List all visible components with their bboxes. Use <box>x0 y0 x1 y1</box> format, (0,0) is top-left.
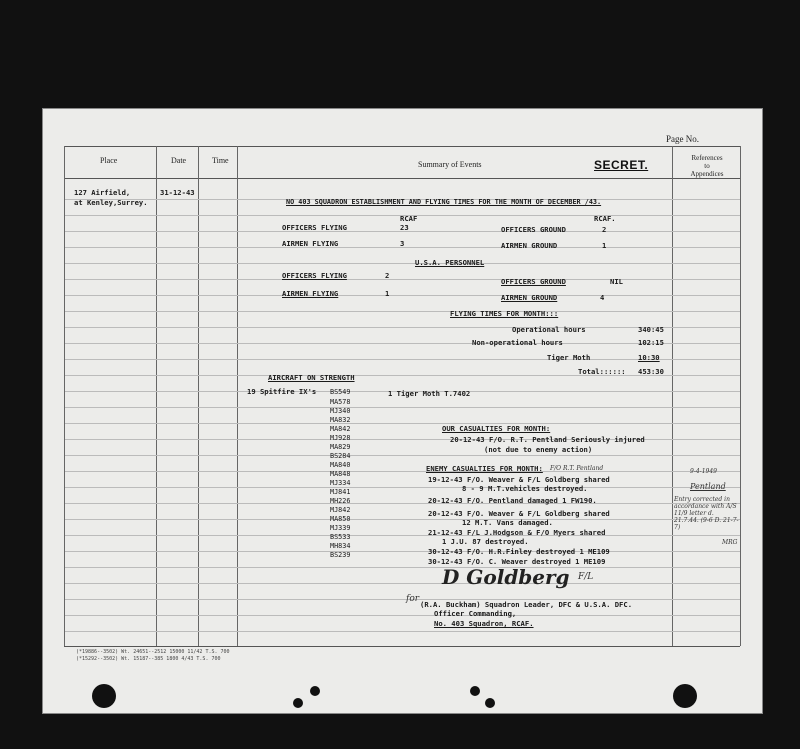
serial-item: MJ928 <box>330 434 351 442</box>
tiger-moth-hours-value: 10:30 <box>638 353 660 362</box>
punch-hole <box>92 684 116 708</box>
rcaf-officers-flying-value: 23 <box>400 223 409 232</box>
punch-hole <box>485 698 495 708</box>
usa-heading: U.S.A. PERSONNEL <box>415 258 485 267</box>
ruled-line <box>65 471 740 472</box>
ruled-line <box>65 295 740 296</box>
serial-item: MJ340 <box>330 407 351 415</box>
serial-item: MJ334 <box>330 479 351 487</box>
casualties-heading: OUR CASUALTIES FOR MONTH: <box>442 424 551 433</box>
tiger-moth-hours-label: Tiger Moth <box>547 353 591 362</box>
op-hours-label: Operational hours <box>512 325 586 334</box>
usa-officers-ground-value: NIL <box>610 277 623 286</box>
rcaf-heading-right: RCAF. <box>594 214 616 223</box>
rcaf-airmen-ground-label: AIRMEN GROUND <box>501 241 558 250</box>
aircraft-line: 19 Spitfire IX's <box>247 387 317 396</box>
rcaf-airmen-ground-value: 1 <box>602 241 607 250</box>
ruled-line <box>65 535 740 536</box>
entry-date: 31-12-43 <box>160 188 195 197</box>
serial-item: MJ841 <box>330 488 351 496</box>
secret-stamp: SECRET. <box>594 158 649 172</box>
col-rule-place <box>156 146 157 646</box>
header-bottom-rule <box>64 178 740 179</box>
serial-item: MJ842 <box>330 506 351 514</box>
enemy-line: 21-12-43 F/L J.Hodgson & F/O Myers shared <box>428 528 606 537</box>
ruled-line <box>65 423 740 424</box>
margin-note-body: Entry corrected in accordance with A/S 11/9 letter d. 21.7.44. (9-6 D. 21-7-7) <box>674 496 739 531</box>
enemy-insertion: F/O R.T. Pentland <box>550 465 604 472</box>
aircraft-heading: AIRCRAFT ON STRENGTH <box>268 373 355 382</box>
usa-officers-ground-label: OFFICERS GROUND <box>501 277 566 286</box>
ruled-line <box>65 519 740 520</box>
serial-item: MA578 <box>330 398 351 406</box>
rcaf-airmen-flying-value: 3 <box>400 239 405 248</box>
rcaf-airmen-flying-label: AIRMEN FLYING <box>282 239 339 248</box>
total-hours-label: Total:::::: <box>578 367 626 376</box>
footer-line-2: (*15292--3502) Wt. 15187--385 1800 4/43 T.S. 700 <box>76 656 221 662</box>
enemy-line: 20-12-43 F/O. Weaver & F/L Goldberg shared <box>428 509 610 518</box>
op-hours-value: 340:45 <box>638 325 664 334</box>
place-line-1: 127 Airfield, <box>74 188 131 197</box>
ruled-line <box>65 279 740 280</box>
margin-note-initials: MRG <box>722 539 738 546</box>
serial-item: MA848 <box>330 470 351 478</box>
serial-item: BS239 <box>330 551 351 559</box>
nonop-hours-label: Non-operational hours <box>472 338 563 347</box>
serial-item: BS549 <box>330 388 351 396</box>
usa-airmen-ground-label: AIRMEN GROUND <box>501 293 558 302</box>
col-rule-date <box>198 146 199 646</box>
enemy-line: 30-12-43 F/O. C. Weaver destroyed 1 ME109 <box>428 557 606 566</box>
col-references-header: References to Appendices <box>690 154 724 178</box>
serial-item: MA850 <box>330 515 351 523</box>
header-top-rule <box>64 146 740 147</box>
signature-line-1: (R.A. Buckham) Squadron Leader, DFC & U.S.A. DFC. <box>420 600 633 609</box>
usa-officers-flying-value: 2 <box>385 271 390 280</box>
ruled-line <box>65 631 740 632</box>
page-no-label: Page No. <box>666 134 699 144</box>
rcaf-heading-left: RCAF <box>400 214 418 223</box>
col-rule-time <box>237 146 238 646</box>
serial-item: MH834 <box>330 542 351 550</box>
punch-hole <box>470 686 480 696</box>
rcaf-officers-flying-label: OFFICERS FLYING <box>282 223 347 232</box>
ruled-line <box>65 583 740 584</box>
enemy-line: 30-12-43 F/O. H.R.Finley destroyed 1 ME109 <box>428 547 610 556</box>
serial-item: MH226 <box>330 497 351 505</box>
form-sheet <box>42 108 763 714</box>
bottom-rule <box>64 646 740 647</box>
ruled-line <box>65 263 740 264</box>
margin-note-top: 9-4-1949 <box>690 468 717 475</box>
ruled-line <box>65 567 740 568</box>
usa-airmen-flying-value: 1 <box>385 289 390 298</box>
document-title: NO 403 SQUADRON ESTABLISHMENT AND FLYING TIMES FOR THE MONTH OF DECEMBER /43. <box>286 198 602 206</box>
margin-note-name: Pentland <box>690 482 726 491</box>
col-time-header: Time <box>212 156 229 165</box>
serial-item: MA832 <box>330 416 351 424</box>
enemy-heading: ENEMY CASUALTIES FOR MONTH: <box>426 464 543 473</box>
ruled-line <box>65 455 740 456</box>
signature-handwritten: D Goldberg <box>442 565 570 589</box>
flying-times-heading: FLYING TIMES FOR MONTH::: <box>450 309 559 318</box>
serial-item: MA842 <box>330 425 351 433</box>
total-hours-value: 453:30 <box>638 367 664 376</box>
serial-item: BS284 <box>330 452 351 460</box>
place-line-2: at Kenley,Surrey. <box>74 198 148 207</box>
casualties-line-1: 20-12-43 F/O. R.T. Pentland Seriously injured <box>450 435 645 444</box>
enemy-line: 19-12-43 F/O. Weaver & F/L Goldberg shared <box>428 475 610 484</box>
ruled-line <box>65 487 740 488</box>
punch-hole <box>293 698 303 708</box>
enemy-line: 8 - 9 M.T.vehicles destroyed. <box>462 484 588 493</box>
col-summary-header: Summary of Events <box>418 160 482 169</box>
punch-hole <box>310 686 320 696</box>
footer-line-1: (*19886--3502) Wt. 24651--2512 15000 11/42 T.S. 700 <box>76 649 230 655</box>
nonop-hours-value: 102:15 <box>638 338 664 347</box>
signature-prefix: for <box>406 594 420 604</box>
ruled-line <box>65 407 740 408</box>
serial-item: BS533 <box>330 533 351 541</box>
serial-item: MA840 <box>330 461 351 469</box>
rcaf-officers-ground-label: OFFICERS GROUND <box>501 225 566 234</box>
enemy-line: 12 M.T. Vans damaged. <box>462 518 553 527</box>
col-place-header: Place <box>100 156 118 165</box>
serial-item: MJ339 <box>330 524 351 532</box>
col-rule-right <box>740 146 741 646</box>
punch-hole <box>673 684 697 708</box>
col-rule-left <box>64 146 65 646</box>
ruled-line <box>65 503 740 504</box>
signature-line-3: No. 403 Squadron, RCAF. <box>434 619 534 628</box>
ruled-line <box>65 599 740 600</box>
ruled-line <box>65 311 740 312</box>
signature-line-2: Officer Commanding, <box>434 609 517 618</box>
rcaf-officers-ground-value: 2 <box>602 225 607 234</box>
usa-airmen-flying-label: AIRMEN FLYING <box>282 289 339 298</box>
usa-officers-flying-label: OFFICERS FLYING <box>282 271 347 280</box>
col-rule-summary <box>672 146 673 646</box>
aircraft-tiger: 1 Tiger Moth T.7402 <box>388 389 471 398</box>
casualties-line-2: (not due to enemy action) <box>484 445 593 454</box>
enemy-line: 20-12-43 F/O. Pentland damaged 1 FW190. <box>428 496 597 505</box>
signature-suffix: F/L <box>578 572 594 582</box>
serial-item: MA829 <box>330 443 351 451</box>
ruled-line <box>65 615 740 616</box>
enemy-line: 1 J.U. 87 destroyed. <box>442 537 529 546</box>
usa-airmen-ground-value: 4 <box>600 293 605 302</box>
ruled-line <box>65 551 740 552</box>
col-date-header: Date <box>171 156 187 165</box>
